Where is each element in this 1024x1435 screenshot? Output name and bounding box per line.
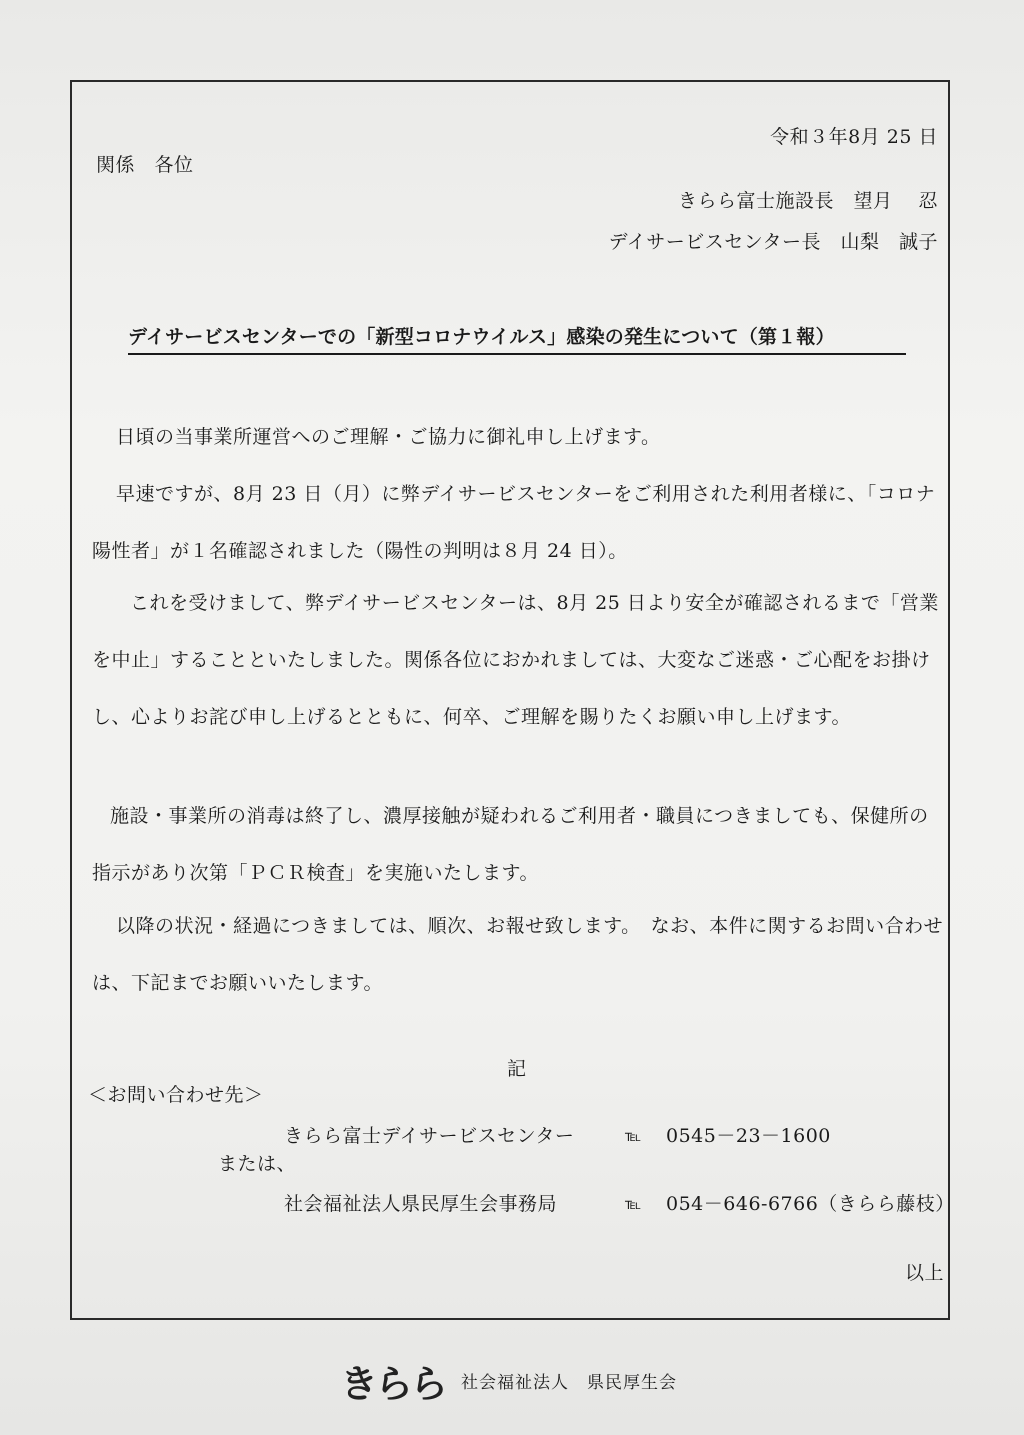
- contact2-name: 社会福祉法人県民厚生会事務局: [284, 1193, 558, 1215]
- contact2-tel: 054－646-6766（きらら藤枝）: [666, 1193, 955, 1215]
- document-title: デイサービスセンターでの「新型コロナウイルス」感染の発生について（第１報）: [128, 322, 906, 355]
- footer: [340, 1356, 677, 1404]
- tel-icon: ℡: [625, 1127, 642, 1145]
- closing-mark: 以上: [905, 1262, 945, 1284]
- ki-mark: 記: [507, 1058, 527, 1080]
- paragraph-greeting: 日頃の当事業所運営へのご理解・ご協力に御礼申し上げます。: [116, 426, 661, 448]
- sender-center-director: デイサービスセンター長 山梨 誠子: [608, 231, 938, 253]
- paragraph-disinfection: 施設・事業所の消毒は終了し、濃厚接触が疑われるご利用者・職員につきましても、保健所の指示があり次第「ＰＣＲ検査」を実施いたします。: [92, 805, 929, 884]
- addressee: 関係 各位: [96, 154, 194, 176]
- or-label: または、: [218, 1153, 297, 1175]
- contact-heading: ＜お問い合わせ先＞: [88, 1084, 264, 1106]
- footer-org-name: 社会福祉法人 県民厚生会: [461, 1372, 678, 1393]
- kirara-logo: きらら: [340, 1361, 446, 1406]
- paragraph-suspension: これを受けまして、弊デイサービスセンターは、8月 25 日より安全が確認されるまで「営業を中止」することといたしました。関係各位におかれましては、大変なご迷惑・ご心配をお掛けし、心よりお詫び申し上げるとともに、何卒、ご理解を賜りたくお願い申し上げます。: [92, 592, 939, 728]
- paragraph-positive-case: 早速ですが、8月 23 日（月）に弊デイサービスセンターをご利用された利用者様に、「コロナ陽性者」が１名確認されました（陽性の判明は８月 24 日）。: [92, 483, 936, 562]
- document-date: 令和３年8月 25 日: [770, 126, 938, 148]
- contact1-tel: 0545－23－1600: [666, 1125, 831, 1147]
- contact1-name: きらら富士デイサービスセンター: [284, 1125, 575, 1147]
- sender-facility-director: きらら富士施設長 望月 忍: [677, 190, 938, 212]
- tel-icon: ℡: [625, 1195, 642, 1213]
- paragraph-updates: 以降の状況・経過につきましては、順次、お報せ致します。 なお、本件に関するお問い合わせは、下記までお願いいたします。: [92, 915, 944, 994]
